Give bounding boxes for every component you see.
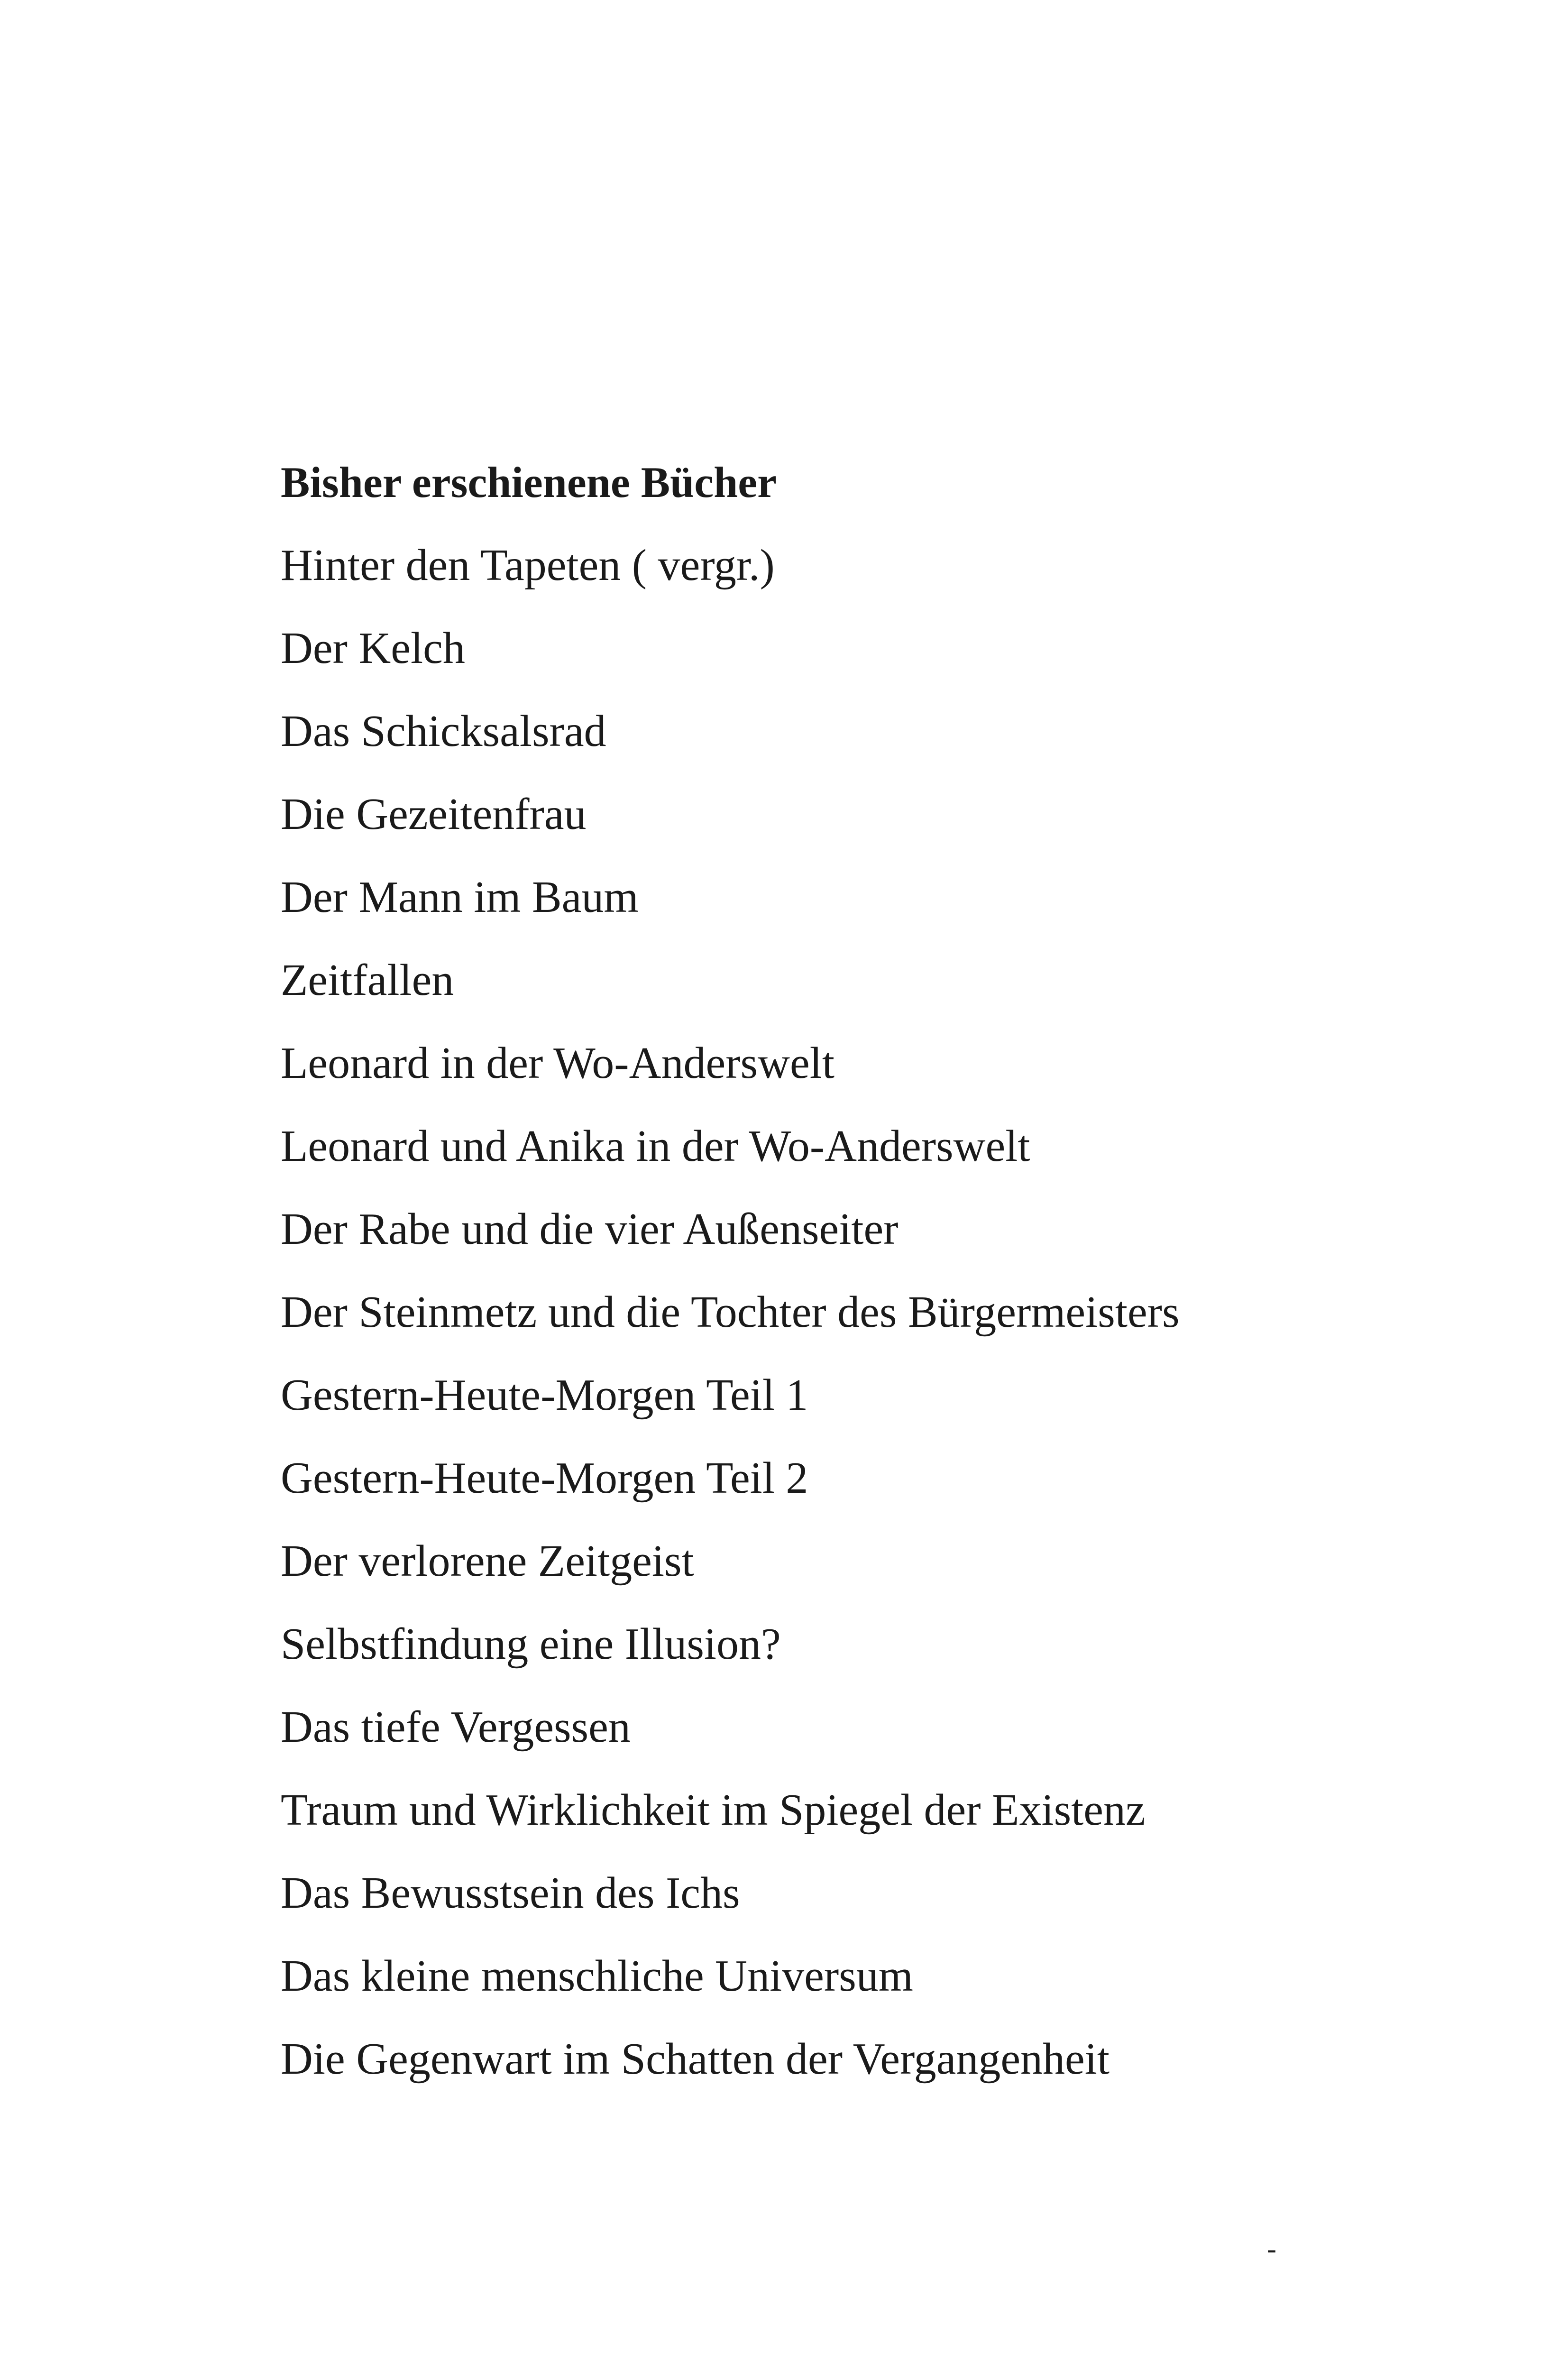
book-title: Hinter den Tapeten ( vergr.)	[281, 541, 775, 590]
book-list-section	[281, 441, 1291, 2101]
section-heading: Bisher erschienene Bücher	[281, 458, 777, 506]
book-title: Der Mann im Baum	[281, 873, 639, 922]
book-title: Das Schicksalsrad	[281, 707, 606, 756]
book-title: Der verlorene Zeitgeist	[281, 1536, 694, 1586]
book-title: Das Bewusstsein des Ichs	[281, 1868, 740, 1918]
book-title: Der Steinmetz und die Tochter des Bürgermeisters	[281, 1287, 1180, 1337]
book-title: Traum und Wirklichkeit im Spiegel der Existenz	[281, 1785, 1146, 1835]
book-title: Die Gezeitenfrau	[281, 790, 587, 839]
book-title: Der Kelch	[281, 624, 465, 673]
book-title: Leonard in der Wo-Anderswelt	[281, 1038, 834, 1088]
book-title: Zeitfallen	[281, 956, 454, 1005]
book-title: Das kleine menschliche Universum	[281, 1951, 913, 2001]
book-title: Leonard und Anika in der Wo-Anderswelt	[281, 1121, 1030, 1171]
book-title: Gestern-Heute-Morgen Teil 1	[281, 1370, 808, 1420]
book-list	[281, 524, 1291, 2101]
book-title: Selbstfindung eine Illusion?	[281, 1619, 781, 1669]
book-title: Das tiefe Vergessen	[281, 1702, 631, 1752]
book-title: Gestern-Heute-Morgen Teil 2	[281, 1453, 808, 1503]
page-mark: -	[1267, 2233, 1276, 2264]
book-title: Die Gegenwart im Schatten der Vergangenheit	[281, 2034, 1110, 2084]
book-title: Der Rabe und die vier Außenseiter	[281, 1204, 899, 1254]
